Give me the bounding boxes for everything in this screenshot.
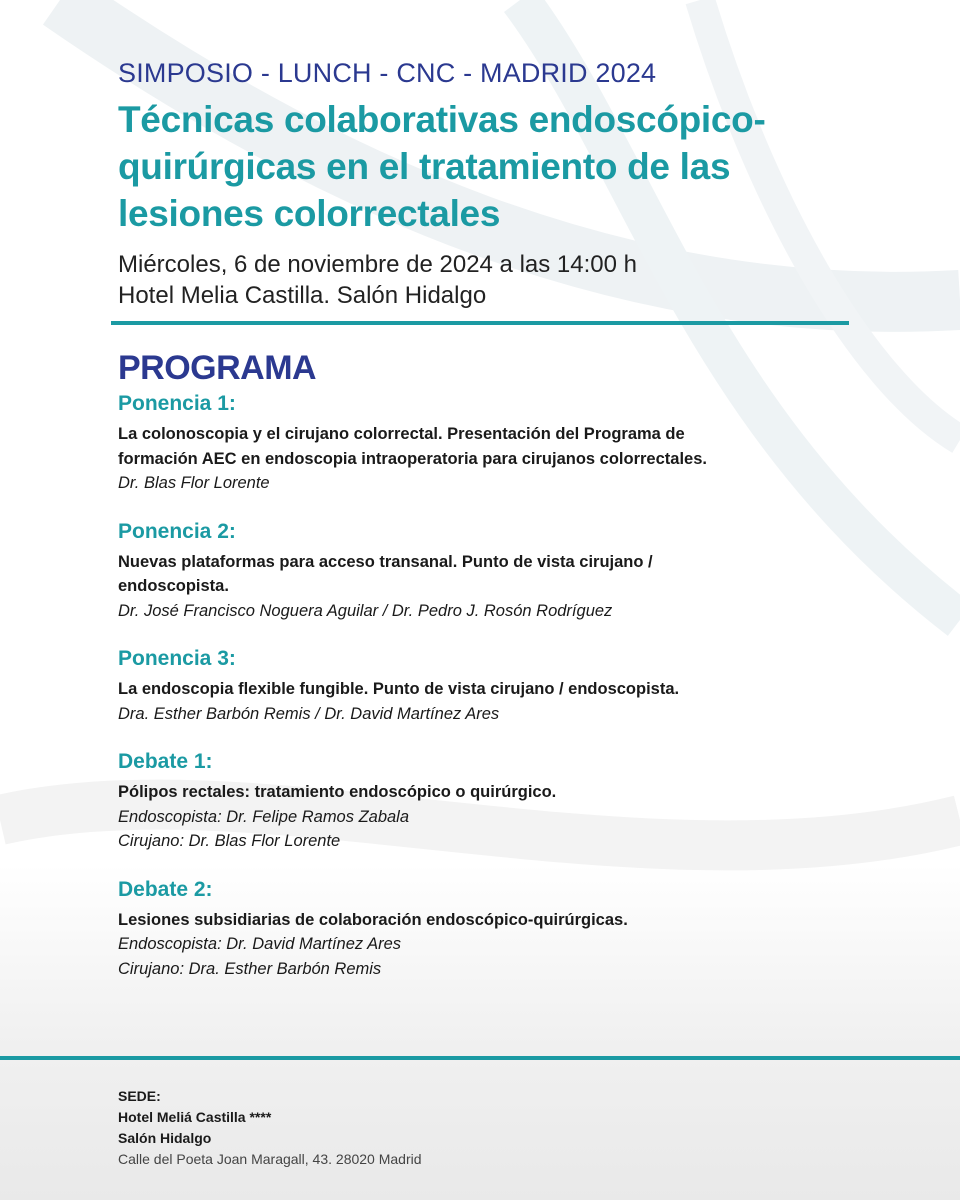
program-item-topic: endoscopista. [118, 577, 229, 595]
sede-label: SEDE: [118, 1088, 161, 1104]
header-divider [111, 321, 849, 325]
program-item-topic: La endoscopia flexible fungible. Punto de vista cirujano / endoscopista. [118, 680, 680, 698]
event-subtitle: SIMPOSIO - LUNCH - CNC - MADRID 2024 [118, 58, 657, 88]
event-title-line: Técnicas colaborativas endoscópico- [118, 99, 766, 140]
program-item-heading: Debate 1: [118, 750, 213, 773]
program-item [118, 518, 878, 624]
program-item-topic: Pólipos rectales: tratamiento endoscópico o quirúrgico. [118, 783, 557, 801]
program-item-heading: Ponencia 1: [118, 392, 236, 415]
event-venue: Hotel Melia Castilla. Salón Hidalgo [118, 282, 487, 309]
programa-section [118, 346, 878, 1003]
program-item-heading: Ponencia 3: [118, 647, 236, 670]
program-item-speaker: Dr. José Francisco Noguera Aguilar / Dr. Pedro J. Rosón Rodríguez [118, 601, 613, 620]
event-title [118, 96, 878, 237]
program-item [118, 645, 878, 726]
program-item-heading: Ponencia 2: [118, 519, 236, 543]
program-item-topic: formación AEC en endoscopia intraoperatoria para cirujanos colorrectales. [118, 449, 707, 468]
program-item-topic: Nuevas plataformas para acceso transanal. Punto de vista cirujano / [118, 552, 653, 571]
sede-address: Calle del Poeta Joan Maragall, 43. 28020 Madrid [118, 1151, 422, 1167]
program-item-speaker: Cirujano: Dra. Esther Barbón Remis [118, 959, 382, 978]
program-item-topic: La colonoscopia y el cirujano colorrectal. Presentación del Programa de [118, 425, 685, 443]
footer-divider [0, 1056, 960, 1060]
event-title-line: quirúrgicas en el tratamiento de las [118, 146, 731, 187]
program-item-speaker: Cirujano: Dr. Blas Flor Lorente [118, 832, 341, 850]
event-date: Miércoles, 6 de noviembre de 2024 a las 14:00 h [118, 251, 637, 278]
program-item-speaker: Dr. Blas Flor Lorente [118, 474, 270, 492]
program-item [118, 876, 878, 982]
program-item-speaker: Endoscopista: Dr. David Martínez Ares [118, 935, 402, 953]
header [118, 56, 878, 311]
program-item [118, 390, 878, 496]
program-item-heading: Debate 2: [118, 877, 213, 901]
programa-title: PROGRAMA [118, 349, 317, 387]
program-item-speaker: Endoscopista: Dr. Felipe Ramos Zabala [118, 807, 410, 826]
program-item [118, 748, 878, 854]
sede-hotel: Hotel Meliá Castilla **** [118, 1109, 272, 1125]
program-item-speaker: Dra. Esther Barbón Remis / Dr. David Martínez Ares [118, 704, 500, 723]
sede-room: Salón Hidalgo [118, 1130, 212, 1146]
sede-block [118, 1086, 718, 1170]
program-item-topic: Lesiones subsidiarias de colaboración endoscópico-quirúrgicas. [118, 910, 628, 929]
event-title-line: lesiones colorrectales [118, 193, 501, 234]
